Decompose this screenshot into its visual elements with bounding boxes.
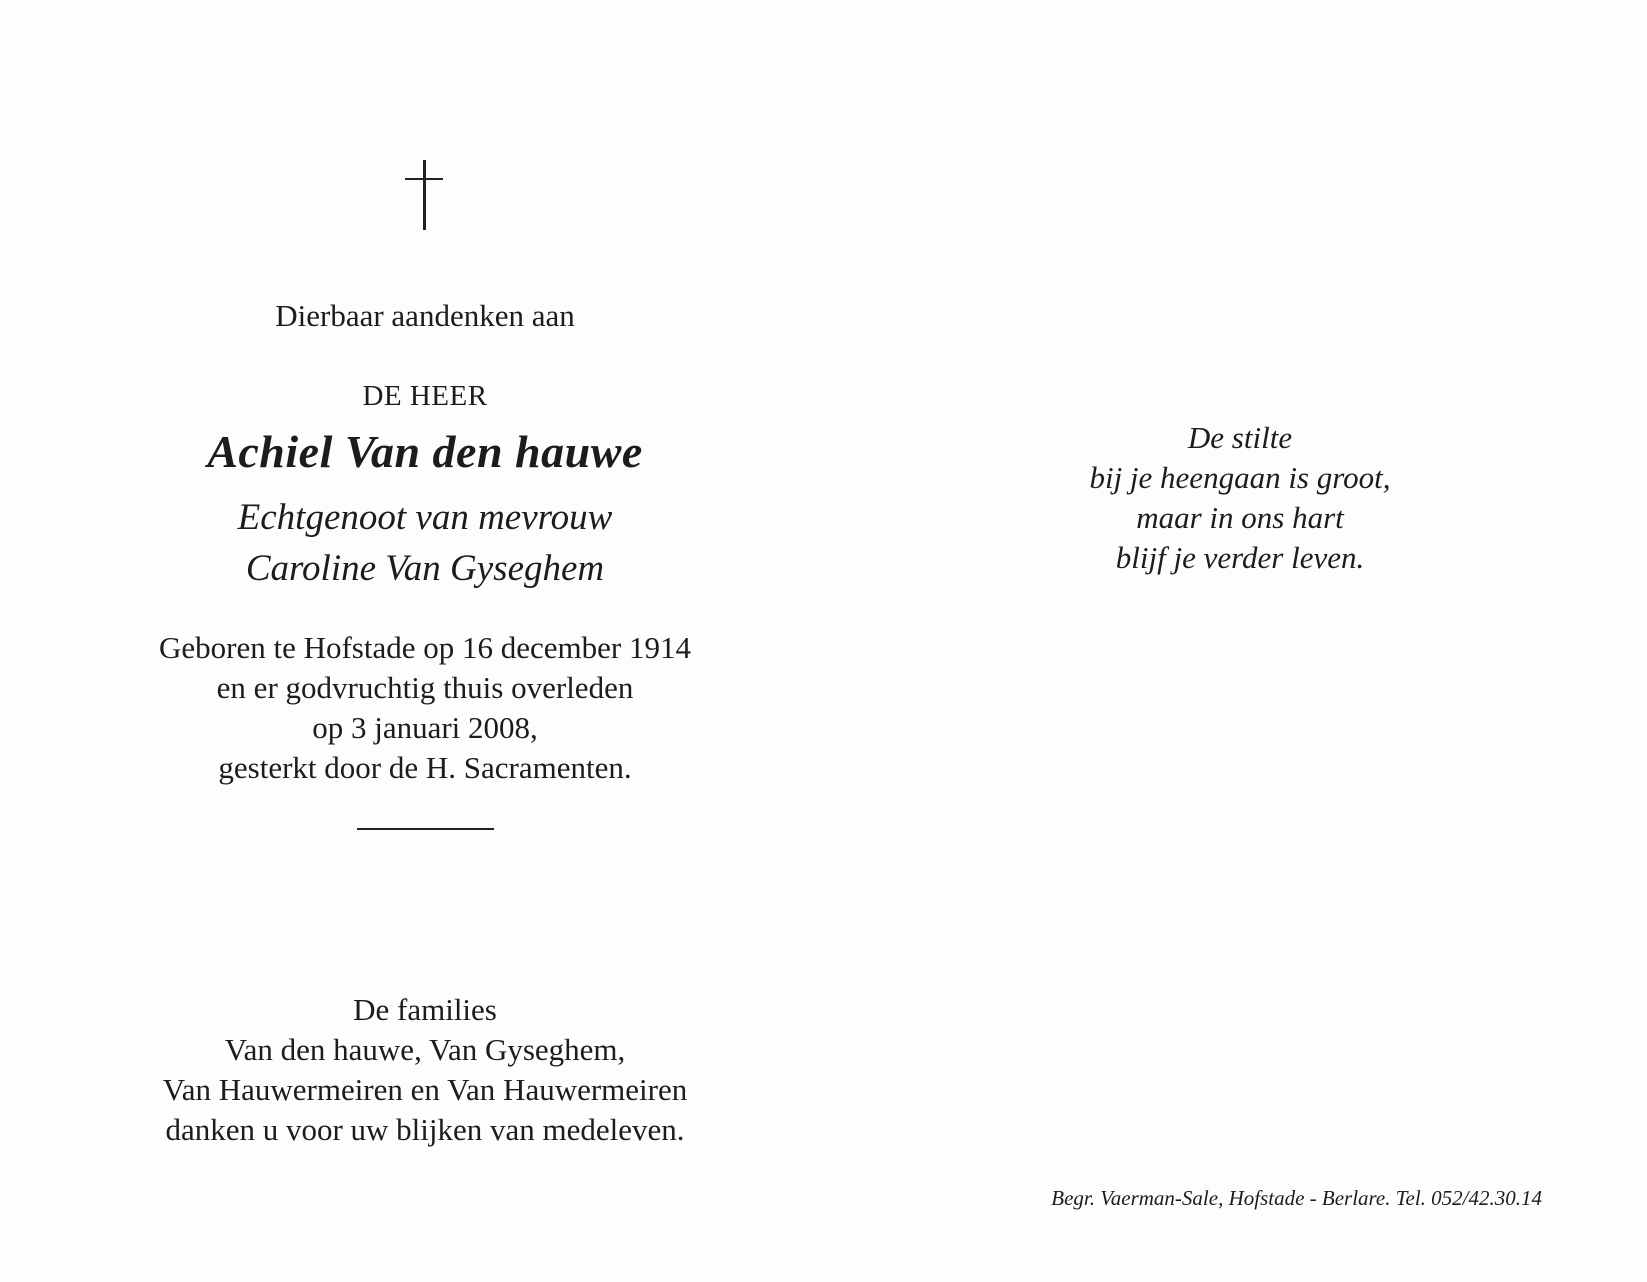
families-line: De families [353,992,497,1027]
poem-line: bij je heengaan is groot, [1089,460,1391,495]
poem-line: blijf je verder leven. [1115,540,1365,575]
poem-block [1000,418,1480,578]
families-line: Van Hauwermeiren en Van Hauwermeiren [162,1072,688,1107]
spouse-line: Caroline Van Gyseghem [245,548,605,589]
cross-icon [405,160,445,230]
bio-line: gesterkt door de H. Sacramenten. [218,750,632,785]
intro-text: Dierbaar aandenken aan [275,298,575,333]
deceased-name: Achiel Van den hauwe [207,426,643,477]
families-line: danken u voor uw blijken van medeleven. [165,1112,685,1147]
families-line: Van den hauwe, Van Gyseghem, [224,1032,626,1067]
poem-line: maar in ons hart [1136,500,1344,535]
undertaker-footer: Begr. Vaerman-Sale, Hofstade - Berlare. Tel. 052/42.30.14 [1051,1186,1542,1210]
divider-line [357,828,494,830]
title-text: DE HEER [362,380,488,412]
poem-line: De stilte [1187,420,1293,455]
bio-line: Geboren te Hofstade op 16 december 1914 [159,630,691,665]
biography-block [100,628,750,788]
bio-line: op 3 januari 2008, [312,710,538,745]
spouse-block [100,492,750,594]
families-block [100,990,750,1150]
bio-line: en er godvruchtig thuis overleden [216,670,634,705]
spouse-line: Echtgenoot van mevrouw [237,497,613,538]
